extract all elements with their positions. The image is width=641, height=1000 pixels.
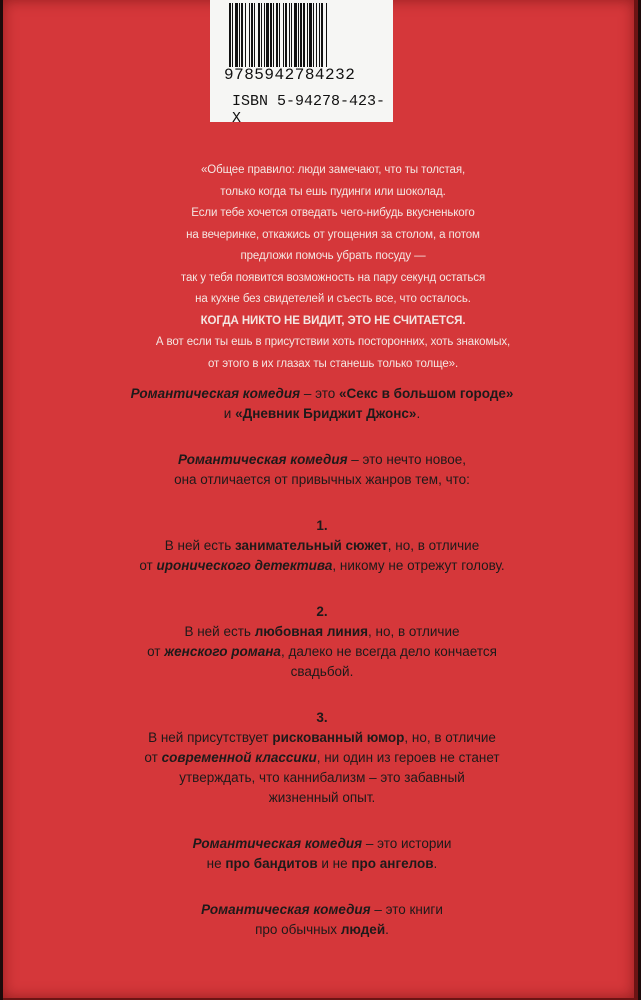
quote-line: на кухне без свидетелей и съесть все, что осталось. xyxy=(195,293,471,305)
quote-block xyxy=(143,160,523,375)
isbn-label: ISBN 5-94278-423-X xyxy=(232,93,386,127)
genre-ref: женского романа xyxy=(164,644,281,659)
keyword: про ангелов xyxy=(351,856,434,871)
blurb-stories xyxy=(107,834,537,874)
isbn-barcode xyxy=(210,0,393,127)
point-two xyxy=(107,622,537,682)
text: , но, в отличие xyxy=(387,538,480,553)
text: В ней есть xyxy=(164,538,235,553)
text: от xyxy=(144,750,162,765)
genre-name: Романтическая комедия xyxy=(177,452,348,467)
genre-name: Романтическая комедия xyxy=(201,902,371,917)
genre-name: Романтическая комедия xyxy=(130,386,301,401)
genre-ref: современной классики xyxy=(161,750,317,765)
blurb-intro xyxy=(107,384,537,424)
text: . xyxy=(416,406,421,421)
text: – это xyxy=(300,386,339,401)
text: жизненный опыт. xyxy=(268,790,376,805)
text: не xyxy=(206,856,226,871)
text: про обычных xyxy=(255,922,341,937)
quote-emphasis-line: КОГДА НИКТО НЕ ВИДИТ, ЭТО НЕ СЧИТАЕТСЯ. xyxy=(200,314,466,327)
point-number: 3. xyxy=(316,710,328,725)
keyword: людей xyxy=(340,922,386,937)
text: – это истории xyxy=(362,836,452,851)
point-one xyxy=(107,536,537,576)
quote-line: только когда ты ешь пудинги или шоколад. xyxy=(220,185,446,198)
text: , далеко не всегда дело кончается xyxy=(280,644,497,659)
quote-line: Если тебе хочется отведать чего-нибудь вкусненького xyxy=(191,207,475,219)
text: , но, в отличие xyxy=(404,730,496,745)
barcode-bars xyxy=(229,3,375,67)
blurb xyxy=(107,384,537,940)
text: . xyxy=(385,922,389,937)
quote-line: от этого в их глазах ты станешь только толще». xyxy=(207,357,459,370)
text: , никому не отрежут голову. xyxy=(332,558,505,573)
book-title: «Секс в большом городе» xyxy=(339,386,514,401)
barcode-digits: 9785942784232 xyxy=(224,66,356,84)
text: В ней есть xyxy=(184,624,255,639)
text: , но, в отличие xyxy=(368,624,460,639)
genre-name: Романтическая комедия xyxy=(192,836,363,851)
keyword: любовная линия xyxy=(254,624,369,639)
text: , ни один из героев не станет xyxy=(316,750,500,765)
keyword: занимательный сюжет xyxy=(235,538,388,553)
quote-line: на вечеринке, откажись от угощения за столом, а потом xyxy=(186,228,480,241)
text: – это нечто новое, xyxy=(347,452,466,467)
text: она отличается от привычных жанров тем, что: xyxy=(174,472,470,487)
text: и xyxy=(223,406,236,421)
point-number: 2. xyxy=(316,604,328,619)
quote-line: так у тебя появится возможность на пару секунд остаться xyxy=(180,271,486,284)
text: – это книги xyxy=(370,902,443,917)
text: и не xyxy=(317,856,352,871)
book-title: «Дневник Бриджит Джонс» xyxy=(235,406,417,421)
text: от xyxy=(139,558,157,573)
text: утверждать, что каннибализм – это забавный xyxy=(179,770,465,785)
text: свадьбой. xyxy=(290,664,354,679)
quote-line: предложи помочь убрать посуду — xyxy=(240,250,426,262)
genre-ref: иронического детектива xyxy=(156,558,333,573)
keyword: про бандитов xyxy=(225,856,318,871)
point-three xyxy=(107,728,537,808)
quote-line: «Общее правило: люди замечают, что ты толстая, xyxy=(200,164,466,176)
text: . xyxy=(433,856,438,871)
book-back-cover xyxy=(3,0,638,1000)
quote-line: А вот если ты ешь в присутствии хоть посторонних, хоть знакомых, xyxy=(155,336,511,348)
barcode-bar xyxy=(327,3,328,67)
blurb-books xyxy=(107,900,537,940)
point-number: 1. xyxy=(316,518,328,533)
text: от xyxy=(147,644,165,659)
text: В ней присутствует xyxy=(148,730,273,745)
blurb-definition xyxy=(107,450,537,490)
keyword: рискованный юмор xyxy=(272,730,405,745)
